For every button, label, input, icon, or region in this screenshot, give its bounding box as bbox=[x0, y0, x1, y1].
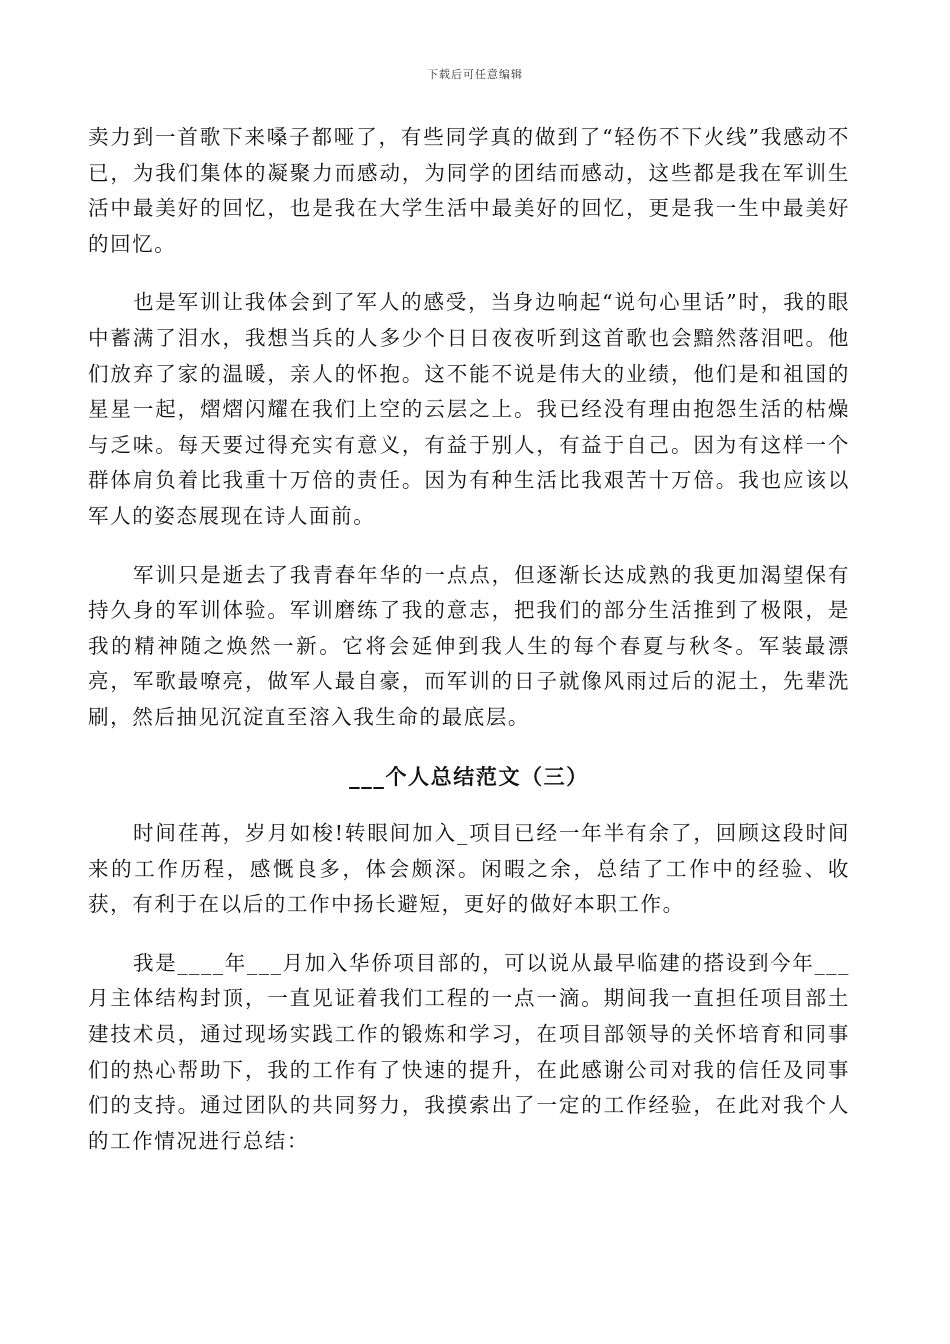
section-title: ___个人总结范文（三） bbox=[349, 763, 589, 789]
page-header: 下载后可任意编辑 bbox=[427, 68, 523, 81]
document-body bbox=[88, 120, 850, 1182]
paragraph: 军训只是逝去了我青春年华的一点点，但逐渐长达成熟的我更加渴望保有持久身的军训体验。军训磨练了我的意志，把我们的部分生活推到了极限，是我的精神随之焕然一新。它将会延伸到我人生的每个春夏与秋冬。军装最漂亮，军歌最嘹亮，做军人最自豪，而军训的日子就像风雨过后的泥土，先辈洗刷，然后抽见沉淀直至溶入我生命的最底层。 bbox=[88, 562, 850, 729]
paragraph: 时间荏苒，岁月如梭!转眼间加入_项目已经一年半有余了，回顾这段时间来的工作历程，感慨良多，体会颇深。闲暇之余，总结了工作中的经验、收获，有利于在以后的工作中扬长避短，更好的做好本职工作。 bbox=[88, 821, 850, 917]
paragraph: 卖力到一首歌下来嗓子都哑了，有些同学真的做到了“轻伤不下火线”我感动不已，为我们集体的凝聚力而感动，为同学的团结而感动，这些都是我在军训生活中最美好的回忆，也是我在大学生活中最美好的回忆，更是我一生中最美好的回忆。 bbox=[88, 125, 850, 256]
paragraph: 也是军训让我体会到了军人的感受，当身边响起“说句心里话”时，我的眼中蓄满了泪水，我想当兵的人多少个日日夜夜听到这首歌也会黯然落泪吧。他们放弃了家的温暖，亲人的怀抱。这不能不说是伟大的业绩，他们是和祖国的星星一起，熠熠闪耀在我们上空的云层之上。我已经没有理由抱怨生活的枯燥与乏味。每天要过得充实有意义，有益于别人，有益于自己。因为有这样一个群体肩负着比我重十万倍的责任。因为有种生活比我艰苦十万倍。我也应该以军人的姿态展现在诗人面前。 bbox=[88, 290, 850, 528]
paragraph: 我是____年___月加入华侨项目部的，可以说从最早临建的搭设到今年___月主体结构封顶，一直见证着我们工程的一点一滴。期间我一直担任项目部土建技术员，通过现场实践工作的锻炼和学习，在项目部领导的关怀培育和同事们的热心帮助下，我的工作有了快速的提升，在此感谢公司对我的信任及同事们的支持。通过团队的共同努力，我摸索出了一定的工作经验，在此对我个人的工作情况进行总结： bbox=[88, 950, 850, 1153]
